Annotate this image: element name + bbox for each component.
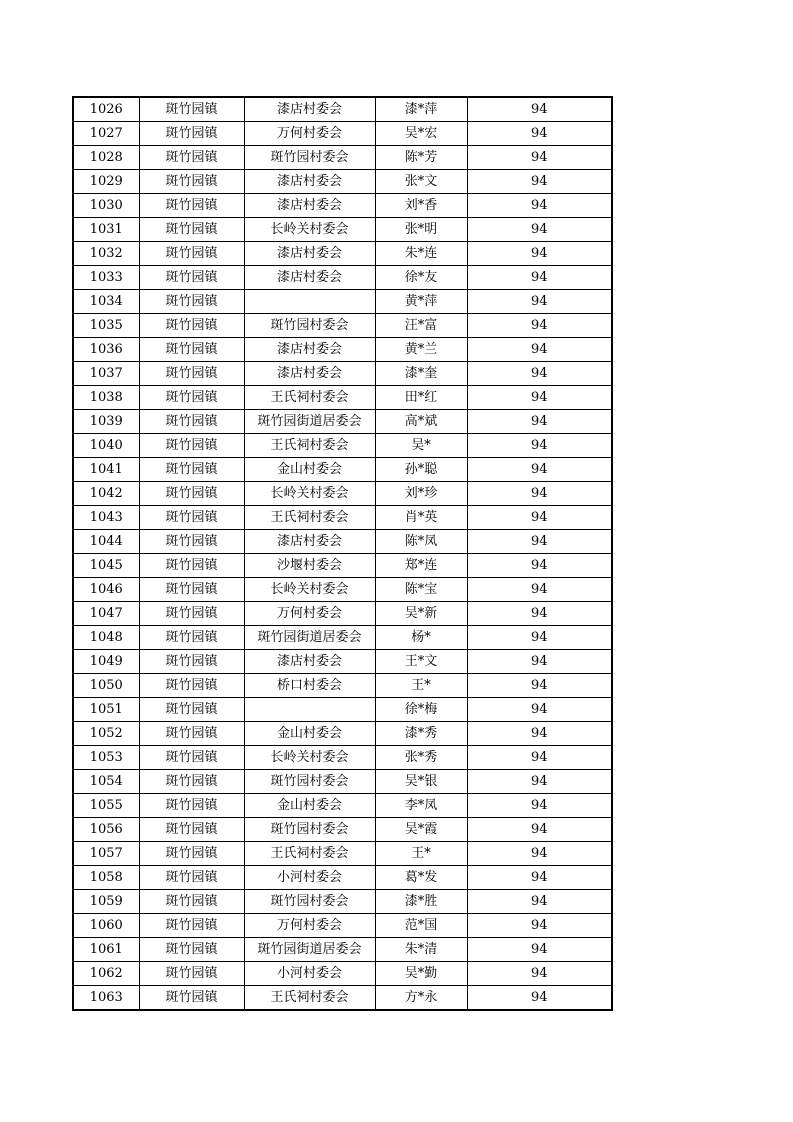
score-cell: 94 [467,194,612,218]
person-name-cell: 吴*霞 [375,818,467,842]
person-name-cell: 黄*萍 [375,290,467,314]
score-cell: 94 [467,146,612,170]
table-row [73,842,612,866]
village-committee-cell: 漆店村委会 [244,170,375,194]
village-committee-cell: 万何村委会 [244,914,375,938]
row-number-cell: 1049 [73,650,139,674]
table-row [73,962,612,986]
person-name-cell: 吴*宏 [375,122,467,146]
table-row [73,602,612,626]
row-number-cell: 1039 [73,410,139,434]
table-row [73,290,612,314]
row-number-cell: 1042 [73,482,139,506]
table-row [73,146,612,170]
table-row [73,554,612,578]
score-cell: 94 [467,650,612,674]
town-cell: 斑竹园镇 [139,218,244,242]
row-number-cell: 1054 [73,770,139,794]
table-row [73,194,612,218]
table-row [73,794,612,818]
town-cell: 斑竹园镇 [139,386,244,410]
town-cell: 斑竹园镇 [139,962,244,986]
town-cell: 斑竹园镇 [139,506,244,530]
town-cell: 斑竹园镇 [139,938,244,962]
score-cell: 94 [467,458,612,482]
person-name-cell: 王*文 [375,650,467,674]
row-number-cell: 1031 [73,218,139,242]
town-cell: 斑竹园镇 [139,914,244,938]
person-name-cell: 漆*萍 [375,97,467,122]
person-name-cell: 陈*凤 [375,530,467,554]
person-name-cell: 朱*清 [375,938,467,962]
score-cell: 94 [467,434,612,458]
row-number-cell: 1041 [73,458,139,482]
table-row [73,890,612,914]
score-cell: 94 [467,914,612,938]
person-name-cell: 张*文 [375,170,467,194]
town-cell: 斑竹园镇 [139,770,244,794]
row-number-cell: 1051 [73,698,139,722]
person-name-cell: 吴*勤 [375,962,467,986]
score-cell: 94 [467,770,612,794]
town-cell: 斑竹园镇 [139,146,244,170]
village-committee-cell: 王氏祠村委会 [244,842,375,866]
row-number-cell: 1058 [73,866,139,890]
town-cell: 斑竹园镇 [139,338,244,362]
village-committee-cell: 漆店村委会 [244,97,375,122]
row-number-cell: 1050 [73,674,139,698]
village-committee-cell: 斑竹园村委会 [244,818,375,842]
table-row [73,410,612,434]
village-committee-cell: 漆店村委会 [244,362,375,386]
table-row [73,626,612,650]
score-cell: 94 [467,506,612,530]
row-number-cell: 1062 [73,962,139,986]
score-cell: 94 [467,242,612,266]
roster-table [72,96,613,1011]
person-name-cell: 刘*珍 [375,482,467,506]
village-committee-cell: 斑竹园街道居委会 [244,410,375,434]
village-committee-cell: 漆店村委会 [244,194,375,218]
score-cell: 94 [467,962,612,986]
row-number-cell: 1040 [73,434,139,458]
village-committee-cell: 金山村委会 [244,794,375,818]
table-row [73,242,612,266]
row-number-cell: 1056 [73,818,139,842]
row-number-cell: 1030 [73,194,139,218]
row-number-cell: 1044 [73,530,139,554]
person-name-cell: 孙*聪 [375,458,467,482]
score-cell: 94 [467,410,612,434]
person-name-cell: 徐*梅 [375,698,467,722]
row-number-cell: 1043 [73,506,139,530]
score-cell: 94 [467,122,612,146]
table-row [73,482,612,506]
row-number-cell: 1028 [73,146,139,170]
table-row [73,746,612,770]
person-name-cell: 杨* [375,626,467,650]
person-name-cell: 徐*友 [375,266,467,290]
row-number-cell: 1063 [73,986,139,1011]
village-committee-cell: 王氏祠村委会 [244,986,375,1011]
town-cell: 斑竹园镇 [139,362,244,386]
score-cell: 94 [467,722,612,746]
town-cell: 斑竹园镇 [139,722,244,746]
village-committee-cell: 王氏祠村委会 [244,386,375,410]
row-number-cell: 1045 [73,554,139,578]
village-committee-cell: 斑竹园街道居委会 [244,626,375,650]
person-name-cell: 刘*香 [375,194,467,218]
person-name-cell: 朱*连 [375,242,467,266]
person-name-cell: 吴*银 [375,770,467,794]
town-cell: 斑竹园镇 [139,434,244,458]
person-name-cell: 李*凤 [375,794,467,818]
table-row [73,506,612,530]
table-row [73,650,612,674]
town-cell: 斑竹园镇 [139,650,244,674]
town-cell: 斑竹园镇 [139,602,244,626]
score-cell: 94 [467,866,612,890]
row-number-cell: 1057 [73,842,139,866]
row-number-cell: 1034 [73,290,139,314]
row-number-cell: 1035 [73,314,139,338]
town-cell: 斑竹园镇 [139,890,244,914]
row-number-cell: 1052 [73,722,139,746]
town-cell: 斑竹园镇 [139,818,244,842]
score-cell: 94 [467,626,612,650]
score-cell: 94 [467,938,612,962]
table-row [73,362,612,386]
town-cell: 斑竹园镇 [139,314,244,338]
village-committee-cell: 长岭关村委会 [244,746,375,770]
town-cell: 斑竹园镇 [139,578,244,602]
village-committee-cell [244,290,375,314]
person-name-cell: 吴*新 [375,602,467,626]
town-cell: 斑竹园镇 [139,842,244,866]
village-committee-cell: 金山村委会 [244,458,375,482]
score-cell: 94 [467,266,612,290]
village-committee-cell: 小河村委会 [244,962,375,986]
town-cell: 斑竹园镇 [139,458,244,482]
table-row [73,338,612,362]
village-committee-cell: 桥口村委会 [244,674,375,698]
score-cell: 94 [467,97,612,122]
row-number-cell: 1061 [73,938,139,962]
person-name-cell: 漆*奎 [375,362,467,386]
village-committee-cell: 漆店村委会 [244,266,375,290]
table-row [73,986,612,1011]
row-number-cell: 1037 [73,362,139,386]
person-name-cell: 高*斌 [375,410,467,434]
town-cell: 斑竹园镇 [139,866,244,890]
person-name-cell: 张*秀 [375,746,467,770]
village-committee-cell: 漆店村委会 [244,242,375,266]
table-row [73,914,612,938]
town-cell: 斑竹园镇 [139,122,244,146]
score-cell: 94 [467,362,612,386]
person-name-cell: 吴* [375,434,467,458]
person-name-cell: 郑*连 [375,554,467,578]
score-cell: 94 [467,386,612,410]
score-cell: 94 [467,818,612,842]
village-committee-cell: 漆店村委会 [244,530,375,554]
town-cell: 斑竹园镇 [139,986,244,1011]
person-name-cell: 葛*发 [375,866,467,890]
score-cell: 94 [467,674,612,698]
village-committee-cell: 长岭关村委会 [244,482,375,506]
town-cell: 斑竹园镇 [139,698,244,722]
table-row [73,770,612,794]
row-number-cell: 1047 [73,602,139,626]
town-cell: 斑竹园镇 [139,194,244,218]
person-name-cell: 黄*兰 [375,338,467,362]
table-row [73,578,612,602]
person-name-cell: 田*红 [375,386,467,410]
table-row [73,314,612,338]
table-row [73,674,612,698]
score-cell: 94 [467,338,612,362]
village-committee-cell: 王氏祠村委会 [244,434,375,458]
score-cell: 94 [467,530,612,554]
town-cell: 斑竹园镇 [139,482,244,506]
table-row [73,698,612,722]
town-cell: 斑竹园镇 [139,170,244,194]
person-name-cell: 范*国 [375,914,467,938]
town-cell: 斑竹园镇 [139,410,244,434]
person-name-cell: 张*明 [375,218,467,242]
town-cell: 斑竹园镇 [139,266,244,290]
row-number-cell: 1033 [73,266,139,290]
table-row [73,938,612,962]
table-row [73,386,612,410]
row-number-cell: 1059 [73,890,139,914]
table-row [73,266,612,290]
score-cell: 94 [467,578,612,602]
village-committee-cell: 金山村委会 [244,722,375,746]
table-row [73,818,612,842]
row-number-cell: 1036 [73,338,139,362]
score-cell: 94 [467,170,612,194]
row-number-cell: 1055 [73,794,139,818]
score-cell: 94 [467,602,612,626]
table-row [73,122,612,146]
village-committee-cell: 斑竹园村委会 [244,890,375,914]
town-cell: 斑竹园镇 [139,290,244,314]
village-committee-cell: 斑竹园村委会 [244,314,375,338]
person-name-cell: 漆*胜 [375,890,467,914]
score-cell: 94 [467,842,612,866]
score-cell: 94 [467,746,612,770]
table-row [73,434,612,458]
village-committee-cell: 长岭关村委会 [244,578,375,602]
village-committee-cell: 小河村委会 [244,866,375,890]
town-cell: 斑竹园镇 [139,242,244,266]
village-committee-cell: 斑竹园村委会 [244,770,375,794]
table-row [73,218,612,242]
row-number-cell: 1032 [73,242,139,266]
row-number-cell: 1053 [73,746,139,770]
roster-table-body [73,97,612,1010]
score-cell: 94 [467,986,612,1011]
village-committee-cell: 长岭关村委会 [244,218,375,242]
score-cell: 94 [467,698,612,722]
village-committee-cell: 万何村委会 [244,602,375,626]
town-cell: 斑竹园镇 [139,794,244,818]
score-cell: 94 [467,218,612,242]
village-committee-cell: 斑竹园村委会 [244,146,375,170]
town-cell: 斑竹园镇 [139,554,244,578]
town-cell: 斑竹园镇 [139,746,244,770]
village-committee-cell: 漆店村委会 [244,650,375,674]
village-committee-cell: 王氏祠村委会 [244,506,375,530]
person-name-cell: 王* [375,842,467,866]
row-number-cell: 1038 [73,386,139,410]
score-cell: 94 [467,794,612,818]
person-name-cell: 王* [375,674,467,698]
table-row [73,722,612,746]
person-name-cell: 陈*芳 [375,146,467,170]
village-committee-cell: 漆店村委会 [244,338,375,362]
town-cell: 斑竹园镇 [139,674,244,698]
row-number-cell: 1027 [73,122,139,146]
row-number-cell: 1060 [73,914,139,938]
village-committee-cell [244,698,375,722]
row-number-cell: 1029 [73,170,139,194]
table-row [73,530,612,554]
town-cell: 斑竹园镇 [139,530,244,554]
person-name-cell: 方*永 [375,986,467,1011]
table-row [73,170,612,194]
row-number-cell: 1026 [73,97,139,122]
person-name-cell: 肖*英 [375,506,467,530]
score-cell: 94 [467,890,612,914]
person-name-cell: 汪*富 [375,314,467,338]
score-cell: 94 [467,482,612,506]
table-row [73,458,612,482]
town-cell: 斑竹园镇 [139,97,244,122]
town-cell: 斑竹园镇 [139,626,244,650]
score-cell: 94 [467,290,612,314]
village-committee-cell: 万何村委会 [244,122,375,146]
score-cell: 94 [467,554,612,578]
village-committee-cell: 沙堰村委会 [244,554,375,578]
row-number-cell: 1046 [73,578,139,602]
person-name-cell: 陈*宝 [375,578,467,602]
person-name-cell: 漆*秀 [375,722,467,746]
score-cell: 94 [467,314,612,338]
table-row [73,97,612,122]
row-number-cell: 1048 [73,626,139,650]
village-committee-cell: 斑竹园街道居委会 [244,938,375,962]
table-row [73,866,612,890]
